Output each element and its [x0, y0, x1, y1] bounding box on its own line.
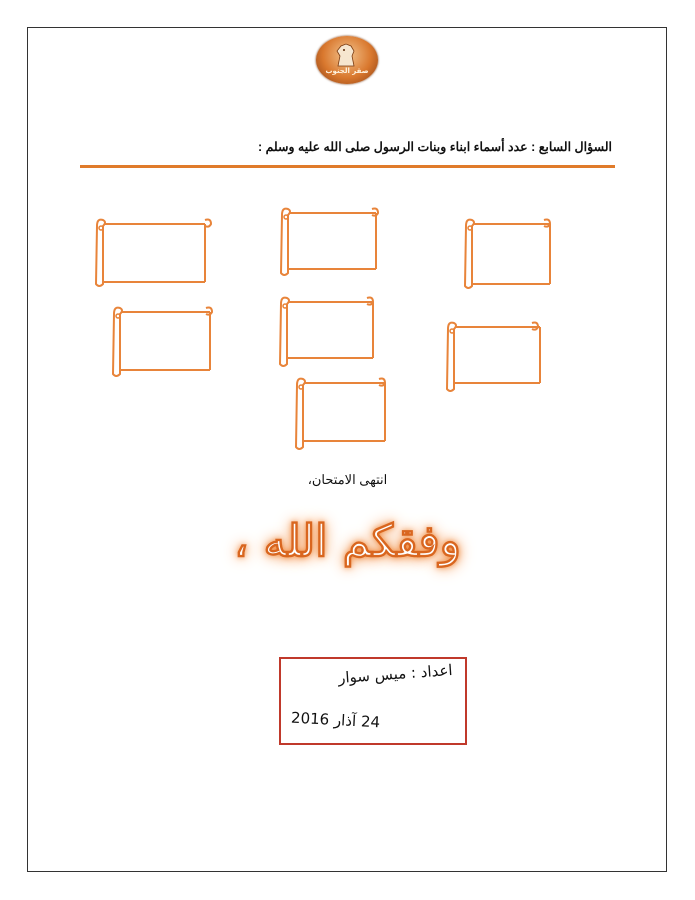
horse-icon — [332, 42, 360, 68]
exam-end-note: انتهى الامتحان، — [307, 472, 388, 487]
author-box — [279, 657, 467, 745]
logo — [316, 36, 378, 84]
blessing-wordart: وفقكم الله ، — [234, 516, 461, 567]
author-name: اعداد : ميس سوار — [337, 661, 454, 687]
question-text: السؤال السابع : عدد أسماء ابناء وبنات الرسول صلى الله عليه وسلم : — [257, 140, 612, 154]
orange-divider — [80, 165, 615, 168]
answer-scroll-2 — [278, 203, 384, 277]
answer-scroll-3 — [462, 214, 556, 292]
answer-scroll-5 — [277, 292, 379, 370]
answer-scroll-4 — [110, 302, 216, 380]
author-date: 24 آذار 2016 — [290, 708, 381, 732]
answer-scroll-6 — [444, 317, 546, 395]
answer-scroll-1 — [93, 214, 215, 288]
answer-scroll-7 — [293, 373, 391, 453]
logo-text: صقر الجنوب — [325, 67, 369, 75]
